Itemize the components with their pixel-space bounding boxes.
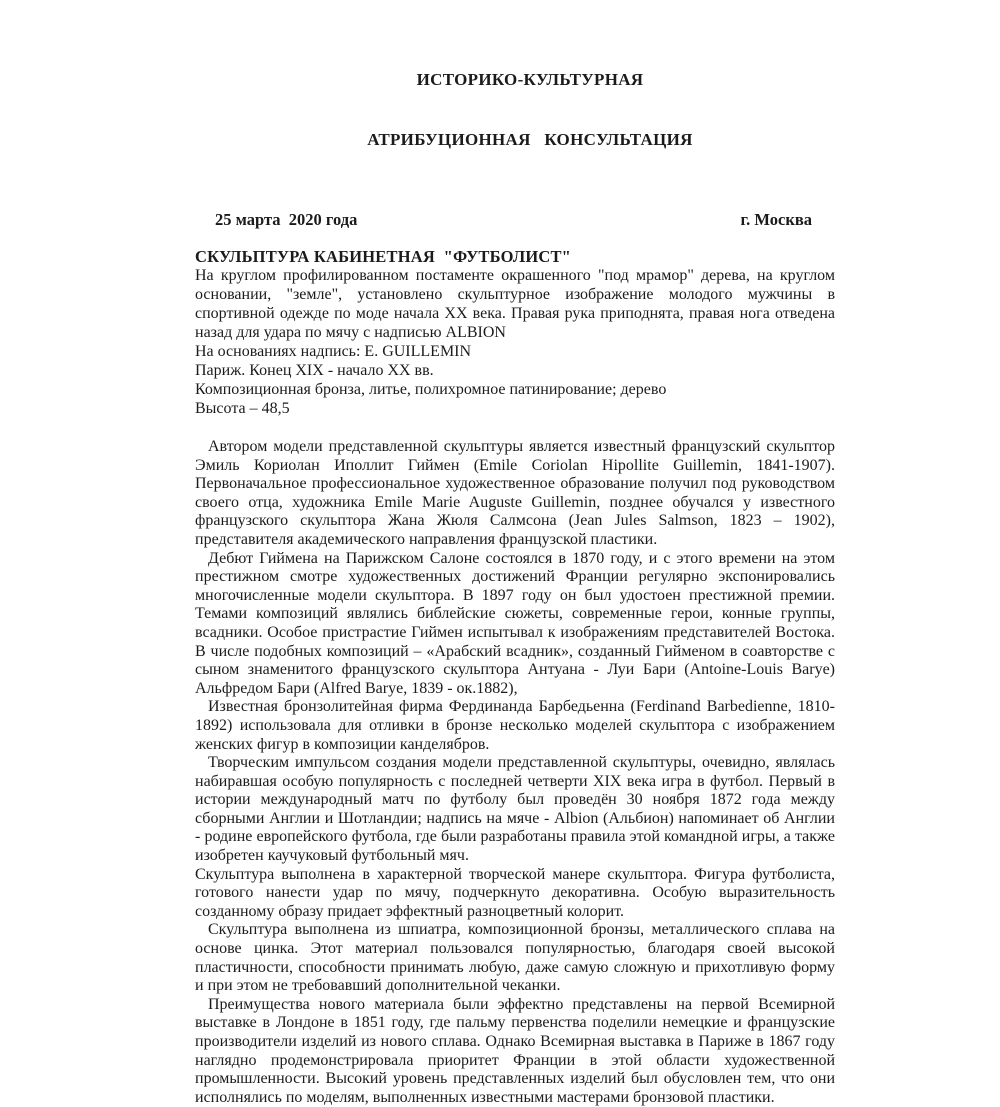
document-header [195,30,835,190]
document-body [195,438,835,1107]
inscription-line: На основаниях надпись: E. GUILLEMIN [195,343,472,360]
paragraph-foundry: Известная бронзолитейная фирма Фердинанда Барбедьенна (Ferdinand Barbedienne, 1810-1892) использовала для отливки в бронзе несколько моделей скульптора с изображением женских фигур в композиции канделябров. [195,698,835,753]
height-line: Высота – 48,5 [195,400,290,417]
paragraph-style: Скульптура выполнена в характерной творческой манере скульптора. Фигура футболиста, готового нанести удар по мячу, подчеркнуто декоративна. Особую выразительность созданному образу придает эффектный разноцветный колорит. [195,865,835,920]
document-title: СКУЛЬПТУРА КАБИНЕТНАЯ "ФУТБОЛИСТ" [195,247,572,266]
material-line: Композиционная бронза, литье, полихромное патинирование; дерево [195,381,667,398]
document-city: г. Москва [740,210,812,229]
paragraph-football: Творческим импульсом создания модели представленной скульптуры, очевидно, являлась набиравшая особую популярность с последней четверти XIX века игра в футбол. Первый в истории международный матч по футболу был проведён 30 ноября 1872 года между сборными Англии и Шотландии; надпись на мяче - Albion (Альбион) напоминает об Англии - родине европейского футбола, где были разработаны правила этой командной игры, а также изобретен каучуковый футбольный мяч. [195,754,835,865]
document-date: 25 марта 2020 года [215,210,358,229]
date-city-row [195,210,835,230]
paragraph-debut: Дебют Гиймена на Парижском Салоне состоялся в 1870 году, и с этого времени на этом престижном смотре художественных достижений Франции регулярно экспонировались многочисленные модели скульптора. В 1897 году он был удостоен престижной премии. Темами композиций являлись библейские сюжеты, современные герои, конные группы, всадники. Особое пристрастие Гиймен испытывал к изображениям представителей Востока. В числе подобных композиций – «Арабский всадник», созданный Гийменом в соавторстве с сыном знаменитого французского скульптора Антуана - Луи Бари (Antoine-Louis Barye) Альфредом Бари (Alfred Barye, 1839 - ок.1882), [195,549,835,697]
paragraph-exhibition: Преимущества нового материала были эффектно представлены на первой Всемирной выставке в Лондоне в 1851 году, где пальму первенства поделили немецкие и французские производители изделий из нового сплава. Однако Всемирная выставка в Париже в 1867 году наглядно продемонстрировала приоритет Франции в этой области художественной промышленности. Высокий уровень представленных изделий был обусловлен тем, что они исполнялись по моделям, выполненных известными мастерами бронзовой пластики. [195,995,835,1106]
header-line-1: ИСТОРИКО-КУЛЬТУРНАЯ [416,70,644,89]
document-content [195,30,835,1107]
paragraph-author: Автором модели представленной скульптуры является известный французский скульптор Эмиль Кориолан Иполлит Гиймен (Emile Coriolan Hipollite Guillemin, 1841-1907). Первоначальное профессиональное художественное образование получил под руководством своего отца, художника Emile Marie Auguste Guillemin, позднее обучался у известного французского скульптора Жана Жюля Салмсона (Jean Jules Salmson, 1823 – 1902), представителя академического направления французской пластики. [195,438,835,548]
origin-line: Париж. Конец XIX - начало XX вв. [195,362,434,379]
paragraph-material: Скульптура выполнена из шпиатра, композиционной бронзы, металлического сплава на основе цинка. Этот материал пользовался популярностью, благодаря своей высокой пластичности, способности принимать любую, даже самую сложную и прихотливую форму и при этом не требовавший дополнительной чеканки. [195,921,835,995]
description-text: На круглом профилированном постаменте окрашенного "под мрамор" дерева, на круглом основании, "земле", установлено скульптурное изображение молодого мужчины в спортивной одежде по моде начала XX века. Правая рука приподнята, правая нога отведена назад для удара по мячу с надписью ALBION [195,267,835,341]
object-description [195,266,835,418]
header-line-2: АТРИБУЦИОННАЯ КОНСУЛЬТАЦИЯ [367,130,693,149]
